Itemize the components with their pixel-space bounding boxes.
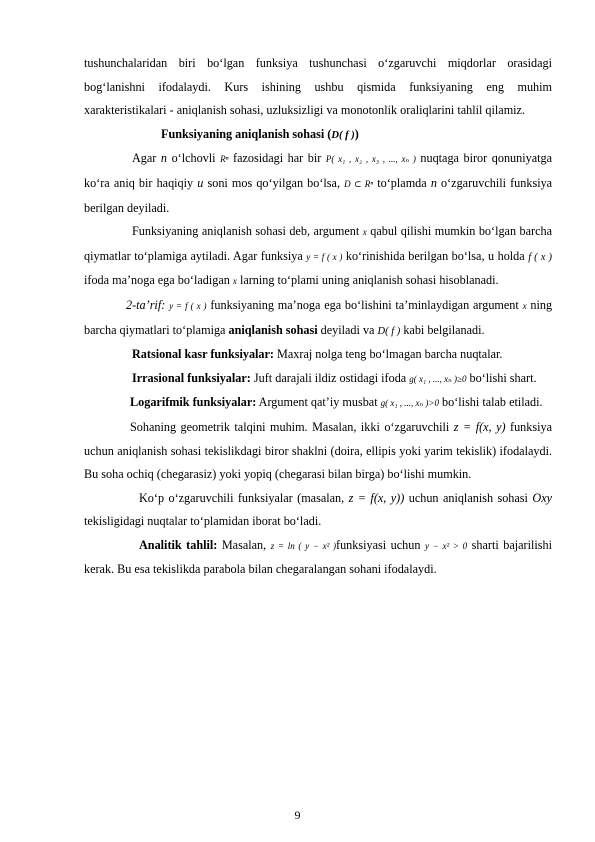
math-subset: D ⊂ Rⁿ: [344, 178, 374, 189]
text: ifoda ma’noga ega bo‘ladigan: [84, 273, 230, 288]
text: nuqtaga biror qonuniyatga ko‘ra aniq bir haqiqiy: [84, 151, 552, 190]
analytic-paragraph: [84, 534, 552, 582]
document-page: [84, 52, 552, 582]
section-title-text: Funksiyaning aniqlanish sohasi (: [161, 126, 332, 141]
definition-2-paragraph: [84, 294, 552, 343]
definition-paragraph-1: [84, 147, 552, 220]
text: ko‘rinishida berilgan bo‘lsa, u holda: [345, 248, 525, 263]
text: o‘lchovli: [171, 151, 216, 166]
math-rn: Rⁿ: [220, 154, 229, 165]
geometric-paragraph: [84, 416, 552, 487]
intro-paragraph: tushunchalaridan biri bo‘lgan funksiya tushunchasi o‘zgaruvchi miqdorlar orasidagi bog‘lanishni ifodalaydi. Kurs ishining ushbu qismida funksiyaning eng muhim xarakteristikalari - aniqlanish sohasi, uzluksizligi va monotonlik oraliqlarini tahlil qilamiz.: [84, 56, 552, 118]
text: bo‘lishi talab etiladi.: [442, 395, 543, 410]
text: funksiyaning ma’noga ega bo‘lishini ta’minlaydigan argument: [210, 297, 519, 312]
term-bold: aniqlanish sohasi: [228, 322, 318, 337]
math-expr: g( x₁ , ..., xₙ )≥0: [409, 373, 467, 384]
text: uchun aniqlanish sohasi: [408, 490, 528, 505]
text: fazosidagi har bir: [233, 151, 322, 166]
definition-paragraph-2: [84, 220, 552, 294]
math-n: n: [160, 151, 168, 166]
math-z: z = f(x, y): [453, 419, 506, 434]
text: Maxraj nolga teng bo‘lmagan barcha nuqtalar.: [277, 347, 503, 362]
math-cond: y − x² > 0: [424, 540, 468, 551]
math-fx: f ( x ): [528, 251, 552, 263]
math-x: x: [232, 276, 237, 287]
term-bold: Irrasional funksiyalar:: [132, 370, 251, 385]
irrational-paragraph: [84, 367, 552, 392]
text: larning to‘plami uning aniqlanish sohasi hisoblanadi.: [239, 273, 499, 288]
text: o‘zgaruvchili funksiya berilgan deyiladi.: [84, 175, 553, 215]
multivariable-paragraph: [84, 487, 552, 534]
text: Sohaning geometrik talqini muhim. Masalan, ikki o‘zgaruvchili: [130, 419, 450, 434]
math-expr: g( x₁ , ..., xₙ )>0: [380, 398, 439, 409]
term-bold: Logarifmik funksiyalar:: [130, 395, 257, 410]
math-n: n: [430, 175, 437, 190]
text: funksiyasi uchun: [336, 537, 421, 552]
text: ning barcha qiymatlari to‘plamiga: [84, 297, 553, 337]
text: bo‘lishi shart.: [469, 370, 537, 385]
math-x: x: [522, 300, 527, 311]
math-x: x: [362, 227, 367, 238]
math-oxy: Oxy: [532, 490, 553, 505]
title-math: D( f ): [331, 129, 355, 141]
rational-paragraph: [84, 343, 552, 367]
text: kabi belgilanadi.: [403, 322, 485, 337]
text: tekisligidagi nuqtalar to‘plamidan iborat bo‘ladi.: [84, 514, 322, 529]
title-close: ): [354, 126, 359, 141]
math-expr: z = ln ( y − x² ): [270, 540, 337, 551]
text: sharti bajarilishi kerak. Bu esa tekislikda parabola bilan chegaralangan sohani ifodalaydi.: [84, 537, 552, 577]
page-number: 9: [294, 808, 301, 822]
text: Ko‘p o‘zgaruvchili funksiyalar (masalan,: [139, 490, 345, 505]
term-bold: Analitik tahlil:: [139, 537, 218, 552]
text: Juft darajali ildiz ostidagi ifoda: [253, 370, 407, 385]
logarithmic-paragraph: [84, 391, 552, 416]
math-point: P( x₁ , x₂ , x₃ , ..., xₙ ): [325, 154, 416, 165]
definition-label: 2-ta’rif:: [126, 297, 166, 312]
text: funksiya uchun aniqlanish sohasi tekislikdagi biror shaklni (doira, ellipis yoki yarim tekislik) ifodalaydi. Bu soha ochiq (chegarasiz) yoki yopiq (chegarasi bilan birga) bo‘lishi mumkin.: [84, 419, 553, 482]
text: Masalan,: [221, 537, 267, 552]
text: Argument qat’iy musbat: [258, 395, 378, 410]
text: qabul qilishi mumkin bo‘lgan barcha qiymatlar to‘plamiga aytiladi. Agar funksiya: [84, 224, 553, 263]
math-yfx: y = f ( x ): [169, 300, 207, 311]
math-z: z = f(x, y)): [348, 490, 405, 505]
text: soni mos qo‘yilgan bo‘lsa,: [207, 175, 340, 190]
text: Agar: [132, 151, 157, 166]
math-u: u: [197, 175, 204, 190]
text: Funksiyaning aniqlanish sohasi deb, argument: [132, 224, 360, 239]
text: to‘plamda: [377, 175, 427, 190]
section-title: [84, 123, 552, 148]
text: deyiladi va: [320, 322, 375, 337]
math-df: D( f ): [377, 325, 401, 337]
math-yfx: y = f ( x ): [306, 251, 343, 262]
term-bold: Ratsional kasr funksiyalar:: [132, 347, 274, 362]
